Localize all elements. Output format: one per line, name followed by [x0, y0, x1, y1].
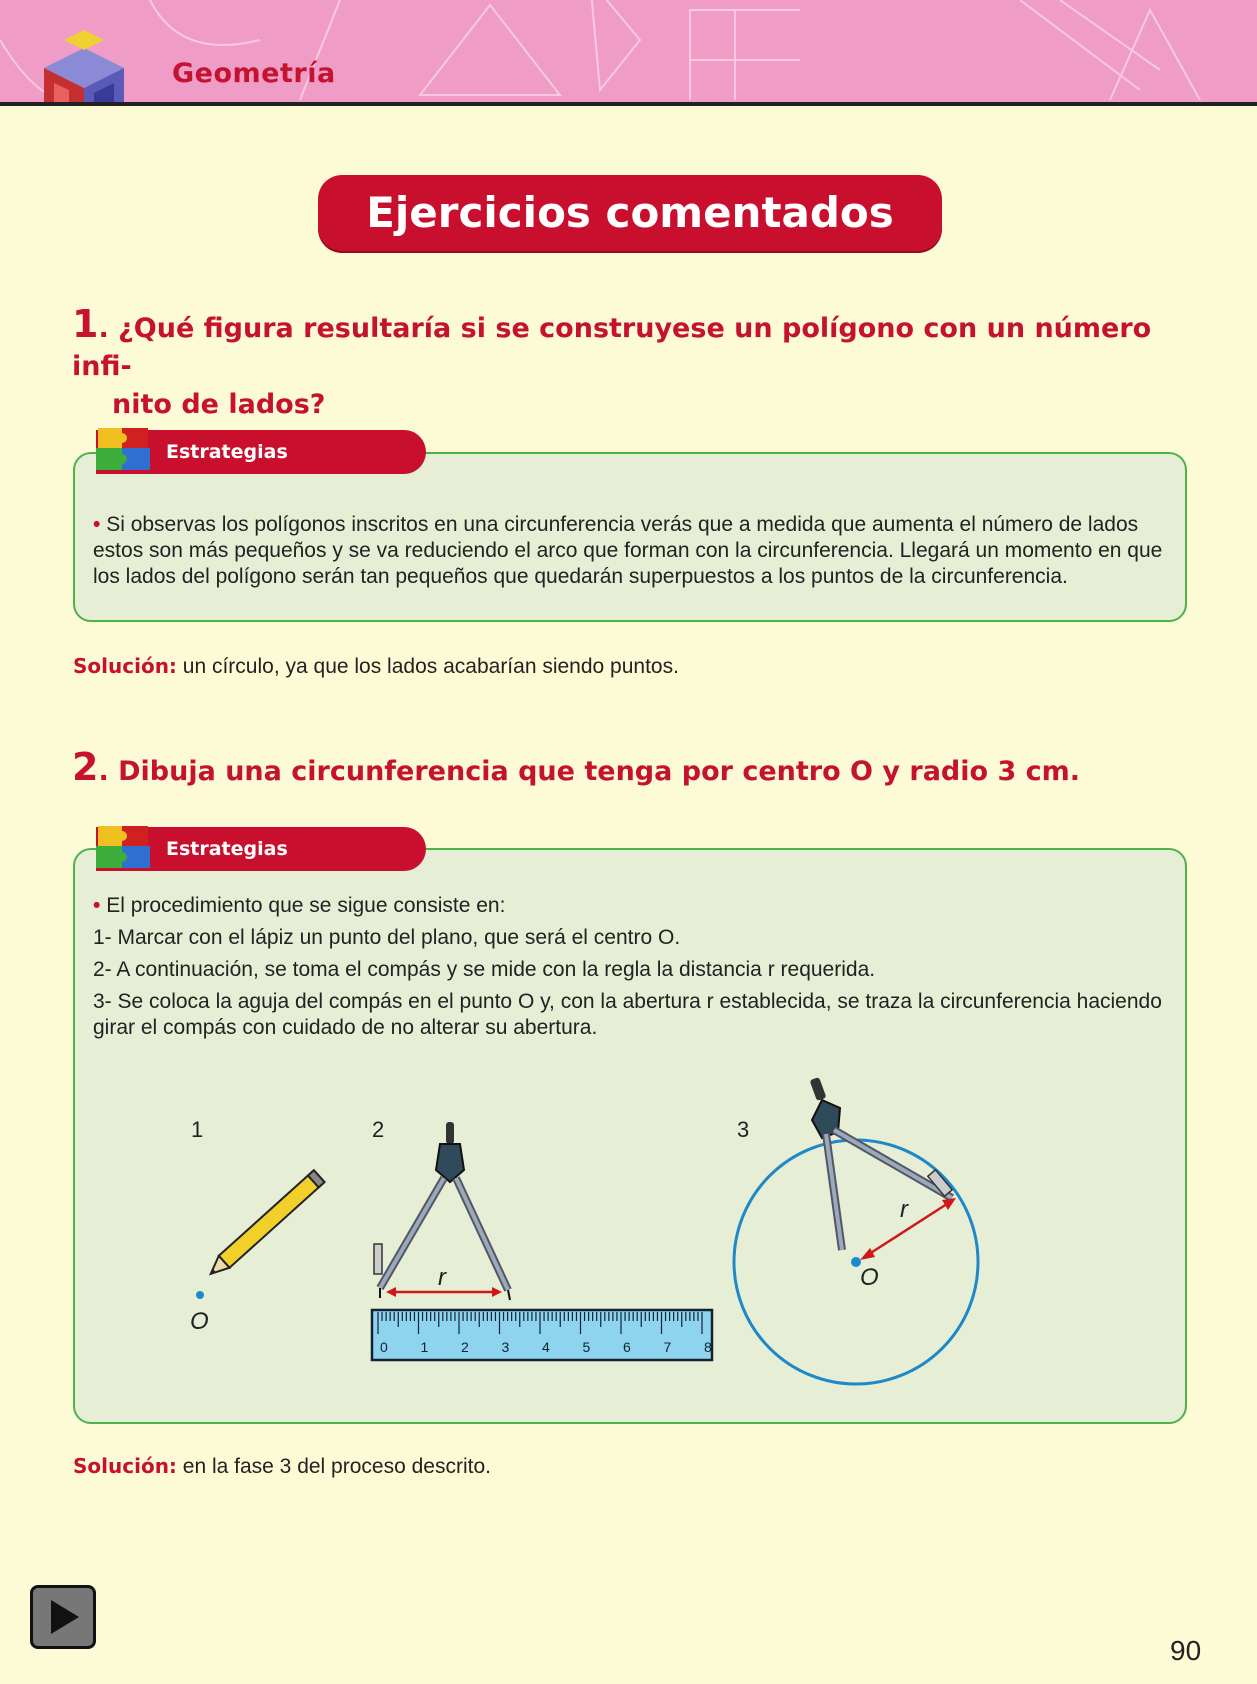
strategy-label: Estrategias: [166, 441, 288, 463]
question-text: Dibuja una circunferencia que tenga por centro O y radio 3 cm.: [118, 756, 1081, 787]
compass-handle: [446, 1122, 454, 1144]
ruler-tick-label: 4: [542, 1339, 550, 1355]
puzzle-icon: [92, 822, 162, 880]
page-header: [0, 0, 1257, 106]
radius-label: r: [438, 1264, 446, 1291]
strategy-steps: • El procedimiento que se sigue consiste en: 1- Marcar con el lápiz un punto del plano, que será el centro O. 2- A continuación, se toma el compás y se mide con la regla la distancia r requerida. 3- Se coloca la aguja del compás en el punto O y, con la abertura r establecida, se traza la circunferencia haciendo girar el compás con cuidado de no alterar su abertura.: [93, 893, 1173, 1041]
center-point: [196, 1291, 204, 1299]
solution-2: [73, 1454, 491, 1479]
radius-arrow: [866, 1202, 950, 1256]
play-button[interactable]: [30, 1585, 96, 1649]
step-1: 1- Marcar con el lápiz un punto del plano, que será el centro O.: [93, 926, 681, 949]
center-label: O: [860, 1264, 879, 1291]
solution-text: un círculo, ya que los lados acabarían siendo puntos.: [182, 655, 679, 678]
exercise-number: 1: [72, 302, 99, 346]
ruler-tick-label: 8: [704, 1339, 712, 1355]
step-2: 2- A continuación, se toma el compás y se mide con la regla la distancia r requerida.: [93, 958, 876, 981]
exercise-1-question: 1. ¿Qué figura resultaría si se construyese un polígono con un número infi- nito de lados?: [72, 305, 1182, 424]
solution-text: en la fase 3 del proceso descrito.: [182, 1455, 491, 1478]
ruler-tick-label: 5: [582, 1339, 591, 1355]
strategy-label: Estrategias: [166, 838, 288, 860]
ruler-tick-label: 2: [461, 1339, 469, 1355]
solution-1: [73, 654, 679, 679]
exercise-2-question: 2. Dibuja una circunferencia que tenga por centro O y radio 3 cm.: [72, 745, 1081, 789]
circle-compass-illustration: [730, 1070, 990, 1390]
strategy-paragraph: Si observas los polígonos inscritos en una circunferencia verás que a medida que aumenta el número de lados estos son más pequeños y se va reduciendo el arco que forman con la circunferencia. Llegará un momento en que los lados del polígono serán tan pequeños que quedarán superpuestos a los puntos de la circunferencia.: [93, 513, 1163, 588]
figure-3-number: 3: [737, 1117, 750, 1142]
question-text-continued: nito de lados?: [112, 389, 326, 420]
question-text: ¿Qué figura resultaría si se construyese un polígono con un número infi-: [72, 313, 1152, 382]
geometry-cube-logo: [34, 28, 134, 106]
ruler-tick-label: 0: [380, 1339, 388, 1355]
ruler-tick-label: 7: [663, 1339, 672, 1355]
section-title: Geometría: [172, 58, 336, 89]
ruler-tick-label: 6: [623, 1339, 631, 1355]
step-intro: El procedimiento que se sigue consiste en:: [106, 894, 506, 917]
radius-label: r: [900, 1196, 908, 1223]
page-number: 90: [1170, 1635, 1202, 1666]
figure-1-number: 1: [191, 1117, 204, 1142]
pencil-illustration: [180, 1145, 350, 1305]
compass-ruler-illustration: [360, 1120, 720, 1370]
page-banner-title: Ejercicios comentados: [318, 175, 942, 251]
step-3: 3- Se coloca la aguja del compás en el punto O y, con la abertura r establecida, se traza la circunferencia haciendo girar el compás con cuidado de no alterar su abertura.: [93, 990, 1162, 1039]
strategy-text-1: • Si observas los polígonos inscritos en una circunferencia verás que a medida que aumenta el número de lados estos son más pequeños y se va reduciendo el arco que forman con la circunferencia. Llegará un momento en que los lados del polígono serán tan pequeños que quedarán superpuestos a los puntos de la circunferencia.: [93, 513, 1163, 588]
figure-2-number: 2: [372, 1117, 385, 1142]
play-icon: [33, 1588, 93, 1646]
solution-label: Solución:: [73, 654, 177, 678]
ruler-tick-label: 1: [420, 1339, 429, 1355]
puzzle-icon: [92, 424, 162, 482]
exercise-number: 2: [72, 745, 99, 789]
center-label: O: [190, 1308, 209, 1335]
solution-label: Solución:: [73, 1454, 177, 1478]
ruler-tick-label: 3: [501, 1339, 510, 1355]
